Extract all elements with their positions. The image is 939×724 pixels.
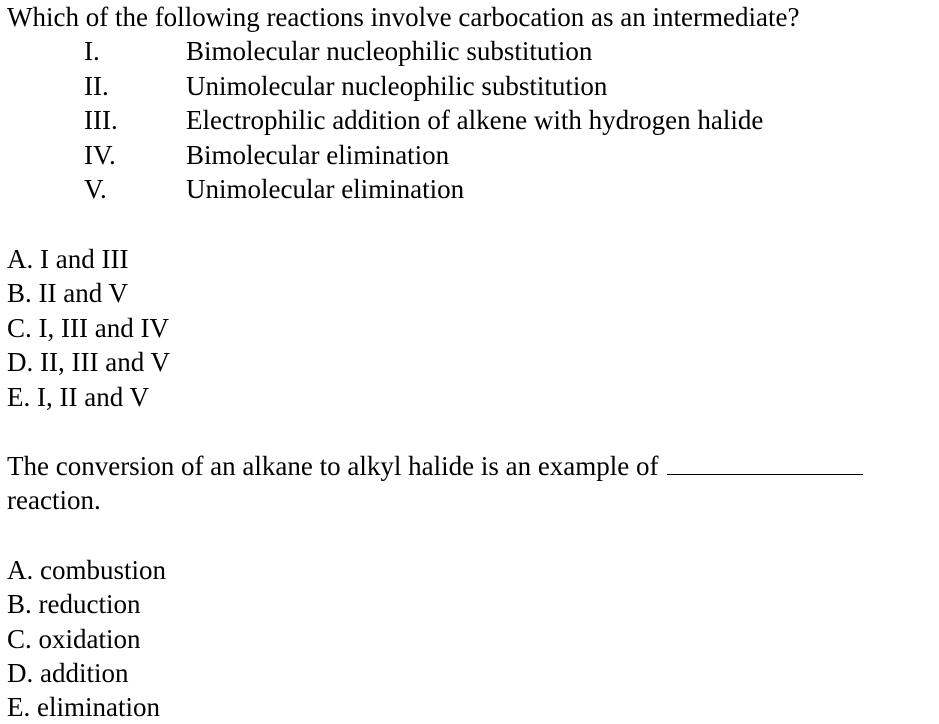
q2-option-c: C. oxidation — [7, 624, 141, 654]
q2-option-e: E. elimination — [7, 692, 160, 722]
answer-blank — [667, 450, 863, 475]
q1-option-b: B. II and V — [7, 278, 128, 308]
statement-numeral-i: I. — [84, 36, 100, 66]
q1-option-a: A. I and III — [7, 244, 129, 274]
question-2-text — [7, 449, 863, 483]
statement-text-iii: Electrophilic addition of alkene with hydrogen halide — [186, 105, 764, 135]
statement-text-v: Unimolecular elimination — [186, 174, 465, 204]
q1-option-d: D. II, III and V — [7, 347, 170, 377]
statement-numeral-ii: II. — [84, 71, 109, 101]
statement-text-iv: Bimolecular elimination — [186, 140, 450, 170]
q1-option-c: C. I, III and IV — [7, 313, 169, 343]
statement-text-ii: Unimolecular nucleophilic substitution — [186, 71, 608, 101]
question-2-text-start: The conversion of an alkane to alkyl halide is an example of — [7, 451, 659, 481]
q2-option-d: D. addition — [7, 658, 129, 688]
statement-numeral-v: V. — [84, 174, 107, 204]
q1-option-e: E. I, II and V — [7, 382, 149, 412]
question-2-text-end: reaction. — [7, 485, 101, 515]
q2-option-a: A. combustion — [7, 555, 166, 585]
statement-text-i: Bimolecular nucleophilic substitution — [186, 36, 593, 66]
statement-numeral-iii: III. — [84, 105, 118, 135]
question-1-text: Which of the following reactions involve carbocation as an intermediate? — [7, 2, 800, 32]
statement-numeral-iv: IV. — [84, 140, 116, 170]
q2-option-b: B. reduction — [7, 589, 141, 619]
